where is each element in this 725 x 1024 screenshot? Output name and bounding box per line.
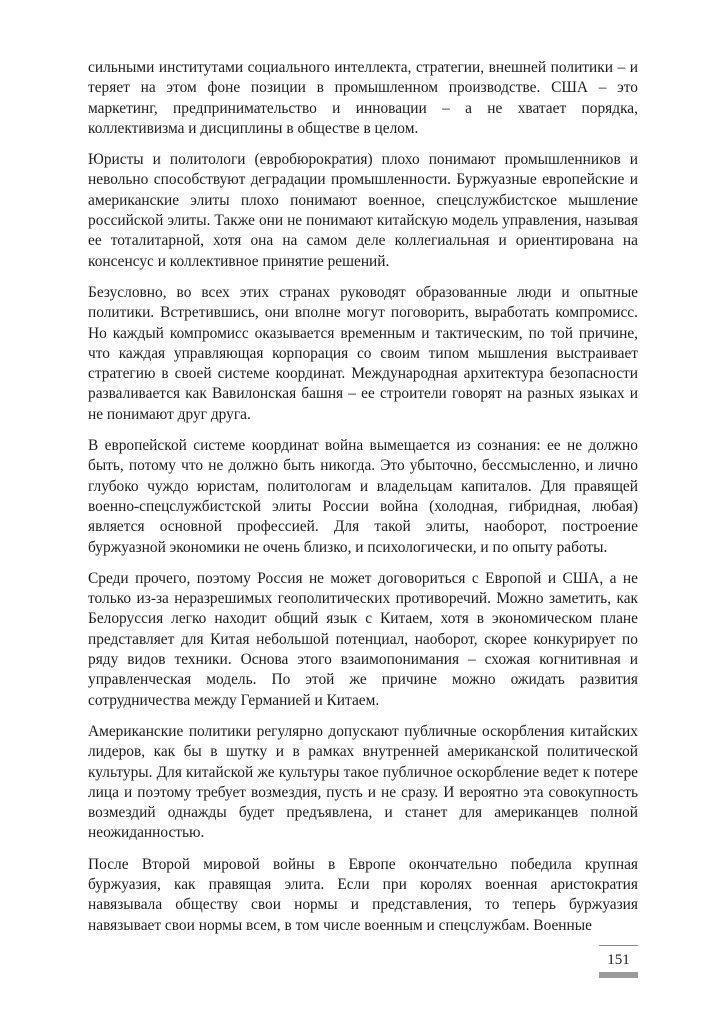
paragraph-4: В европейской системе координат война вымещается из сознания: ее не должно быть, потому что не должно быть никогда. Это убыточно, бессмысленно, и лично глубоко чуждо юристам, политологам и владельцам капиталов. Для правящей военно-спецслужбистской элиты России война (холодная, гибридная, любая) является основной профессией. Для такой элиты, наоборот, построение буржуазной экономики не очень близко, и психологически, и по опыту работы. [88, 437, 638, 556]
page-number: 151 [607, 952, 630, 968]
paragraph-7: После Второй мировой войны в Европе окончательно победила крупная буржуазия, как правящая элита. Если при королях военная аристократия навязывала обществу свои нормы и представления, то теперь буржуазия навязывает свои нормы всем, в том числе военным и спецслужбам. Военные [88, 855, 638, 934]
footer-divider [599, 945, 638, 946]
paragraph-6: Американские политики регулярно допускают публичные оскорбления китайских лидеров, как бы в шутку и в рамках внутренней американской политической культуры. Для китайской же культуры такое публичное оскорбление ведет к потере лица и поэтому требует возмездия, пусть и не сразу. И вероятно эта совокупность возмездий однажды будет предъявлена, и станет для американцев полной неожиданностью. [88, 722, 638, 842]
page-footer [599, 945, 638, 978]
paragraph-1: сильными институтами социального интеллекта, стратегии, внешней политики – и теряет на этом фоне позиции в промышленном производстве. США – это маркетинг, предпринимательство и инновации – а не хватает порядка, коллективизма и дисциплины в обществе в целом. [88, 59, 638, 137]
page-body [88, 58, 638, 947]
paragraph-2: Юристы и политологи (евробюрократия) плохо понимают промышленников и невольно способствуют деградации промышленности. Буржуазные европейские и американские элиты плохо понимают военное, спецслужбистское мышление российской элиты. Также они не понимают китайскую модель управления, называя ее тоталитарной, хотя она на самом деле коллегиальная и ориентирована на консенсус и коллективное принятие решений. [88, 151, 638, 270]
footer-bar [599, 972, 638, 978]
paragraph-3: Безусловно, во всех этих странах руководят образованные люди и опытные политики. Встретившись, они вполне могут поговорить, выработать компромисс. Но каждый компромисс оказывается временным и тактическим, по той причине, что каждая управляющая корпорация со своим типом мышления выстраивает стратегию в своей системе координат. Международная архитектура безопасности разваливается как Вавилонская башня – ее строители говорят на разных языках и не понимают друг друга. [88, 283, 638, 423]
paragraph-5: Среди прочего, поэтому Россия не может договориться с Европой и США, а не только из-за неразрешимых геополитических противоречий. Можно заметить, как Белоруссия легко находит общий язык с Китаем, хотя в экономическом плане представляет для Китая небольшой потенциал, наоборот, скорее конкурирует по ряду видов техники. Основа этого взаимопонимания – схожая когнитивная и управленческая модель. По этой же причине можно ожидать развития сотрудничества между Германией и Китаем. [88, 569, 638, 709]
